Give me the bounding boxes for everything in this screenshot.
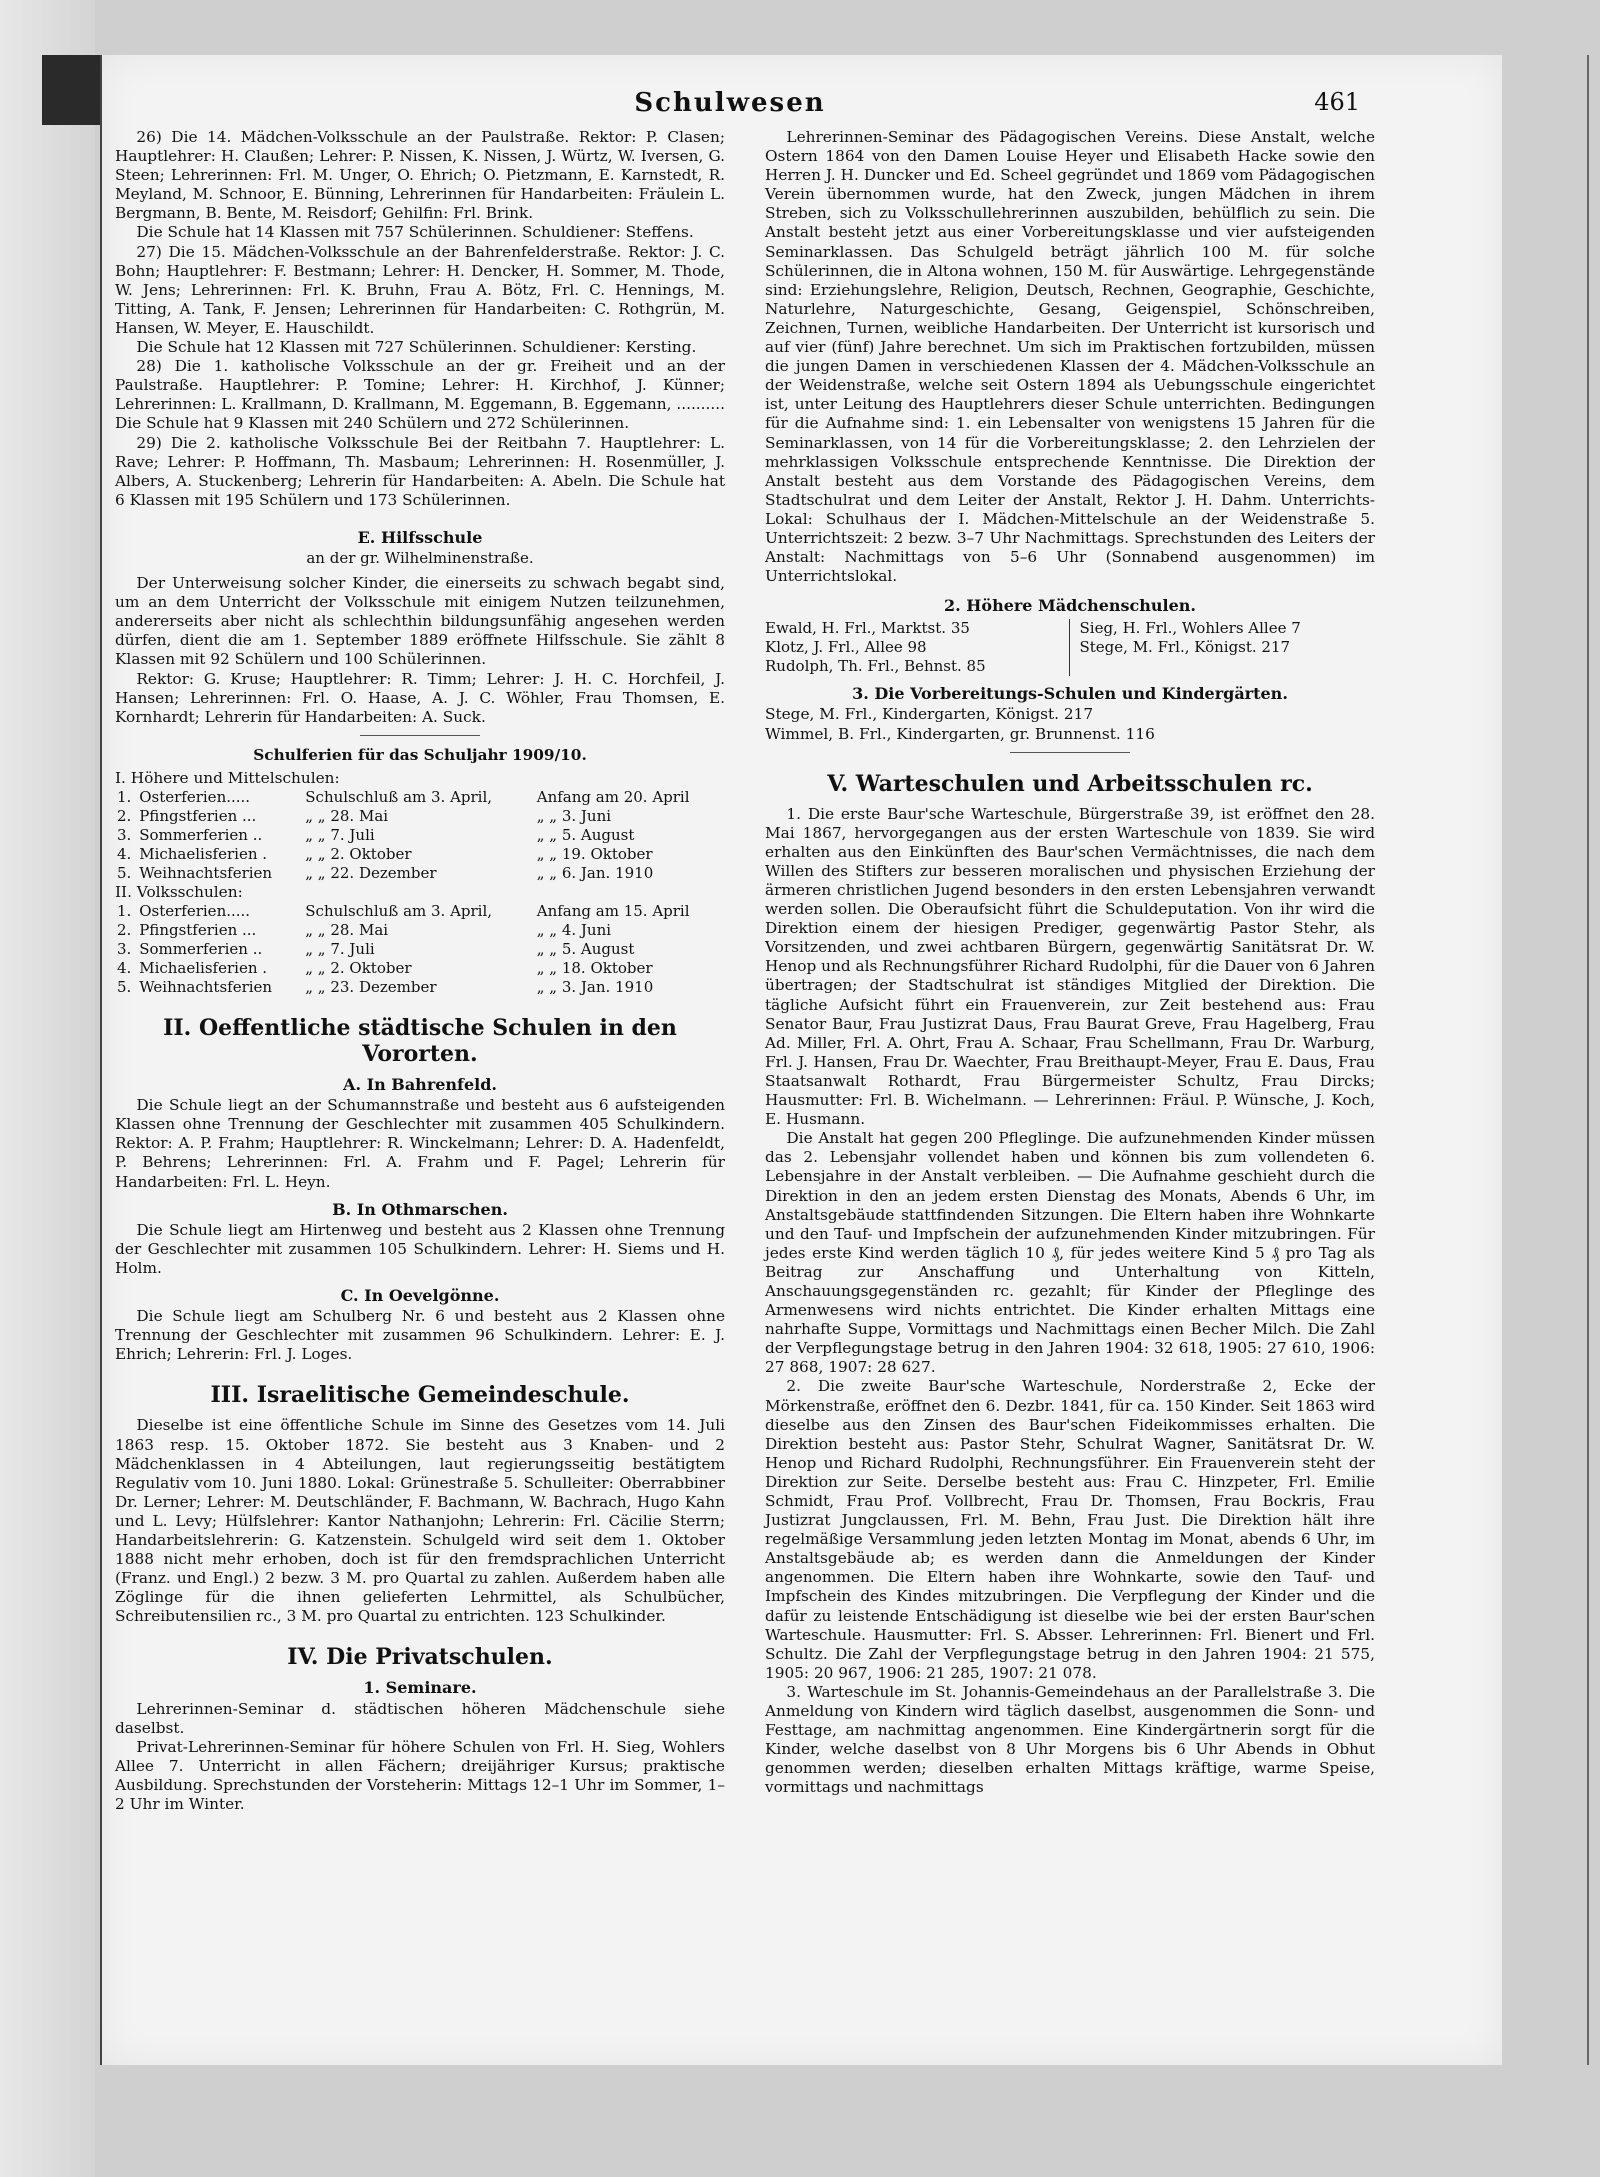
right-column [765, 128, 1375, 1798]
section-title: IV. Die Privatschulen. [287, 1644, 553, 1671]
address-line: Wimmel, B. Frl., Kindergarten, gr. Brunnenst. 116 [765, 724, 1155, 743]
holiday-cell: Osterferien..... [139, 788, 251, 806]
holiday-cell: 5. [117, 864, 132, 882]
holiday-cell: Weihnachtsferien [139, 864, 273, 882]
paragraph: Dieselbe ist eine öffentliche Schule im Sinne des Gesetzes vom 14. Juli 1863 resp. 15. Oktober 1872. Sie besteht aus 3 Knaben- und 2 Mädchenklassen in 4 Abteilungen, laut regierungsseitig bestätigtem Regulativ vom 10. Juni 1880. Lokal: Grünestraße 5. Schulleiter: Oberrabbiner Dr. Lerner; Lehrer: M. Deutschländer, F. Bachmann, W. Bachrach, Hugo Kahn und L. Levy; Hülfslehrer: Kantor Nathanjohn; Lehrerin: Frl. Cäcilie Sterrn; Handarbeitslehrerin: G. Katzenstein. Schulgeld wird seit dem 1. Oktober 1888 nicht mehr erhoben, doch ist für den fremdsprachlichen Unterricht (Franz. und Engl.) 2 bezw. 3 M. pro Quartal zu zahlen. Außerdem haben alle Zöglinge für die ihnen gelieferten Lehrmittel, als Schulbücher, Schreibutensilien rc., 3 M. pro Quartal zu entrichten. 123 Schulkinder. [115, 1416, 725, 1626]
paragraph: Die Schule liegt am Schulberg Nr. 6 und besteht aus 2 Klassen ohne Trennung der Geschlechter mit zusammen 96 Schulkindern. Lehrer: E. J. Ehrich; Lehrerin: Frl. J. Loges. [115, 1307, 725, 1364]
divider [360, 735, 480, 736]
holiday-cell: Schulschluß am 3. April, [305, 902, 493, 921]
section-title: III. Israelitische Gemeindeschule. [210, 1382, 630, 1409]
holiday-cell: „ „ 7. Juli [305, 940, 375, 959]
divider [1010, 752, 1130, 753]
paragraph: Rektor: G. Kruse; Hauptlehrer: R. Timm; Lehrer: J. H. C. Horchfeil, J. Hansen; Lehrerinnen: Frl. O. Haase, A. J. C. Wöhler, Frau Thomsen, E. Kornhardt; Lehrerin für Handarbeiten: A. Suck. [115, 669, 725, 726]
paragraph: Die Anstalt hat gegen 200 Pfleglinge. Die aufzunehmenden Kinder müssen das 2. Lebensjahr vollendet haben und können bis zum vollendeten 6. Lebensjahre in der Anstalt verbleiben. — Die Aufnahme geschieht durch die Direktion in den an jedem ersten Dienstag des Monats, Abends 6 Uhr, im Anstaltsgebäude stattfindenden Sitzungen. Die Eltern haben ihre Wohnkarte und den Tauf- und Impfschein der aufzunehmenden Kinder mitzubringen. Für jedes erste Kind werden täglich 10 ₰, für jedes weitere Kind 5 ₰ pro Tag als Beitrag zur Anschaffung und Unterhaltung von Kitteln, Anschauungsgegenständen rc. gezahlt; für Kinder der Pfleglinge des Armenwesens wird nichts entrichtet. Die Kinder erhalten Mittags eine nahrhafte Suppe, Vormittags und Nachmittags einen Becher Milch. Die Zahl der Verpflegungstage betrug in den Jahren 1904: 32 618, 1905: 27 610, 1906: 27 868, 1907: 28 627. [765, 1129, 1375, 1377]
section-heading: A. In Bahrenfeld. [343, 1075, 497, 1095]
address-column [1070, 619, 1376, 676]
holiday-cell: 1. [117, 788, 132, 806]
paragraph: Die Schule hat 14 Klassen mit 757 Schülerinnen. Schuldiener: Steffens. [136, 223, 694, 242]
holiday-row [115, 807, 725, 826]
holiday-cell: 1. [117, 902, 132, 921]
paragraph: 26) Die 14. Mädchen-Volksschule an der Paulstraße. Rektor: P. Clasen; Hauptlehrer: H. Claußen; Lehrer: P. Nissen, K. Nissen, J. Würtz, W. Iversen, G. Steen; Lehrerinnen: Frl. M. Unger, O. Ehrich; O. Pietzmann, E. Karnstedt, R. Meyland, M. Schnoor, E. Bünning, Lehrerinnen für Handarbeiten: Fräulein L. Bergmann, B. Bente, M. Reisdorf; Gehilfin: Frl. Brink. [115, 128, 725, 223]
holiday-cell: „ „ 28. Mai [305, 807, 389, 825]
running-head: Schulwesen [634, 88, 826, 118]
holiday-cell: „ „ 2. Oktober [305, 845, 412, 863]
address-list [765, 705, 1375, 743]
holiday-cell: 4. [117, 845, 132, 863]
holiday-row [115, 959, 725, 978]
holiday-cell: Anfang am 15. April [536, 902, 690, 921]
paragraph: Lehrerinnen-Seminar des Pädagogischen Vereins. Diese Anstalt, welche Ostern 1864 von den Damen Louise Heyer und Elisabeth Hacke sowie den Herren J. H. Duncker und Ed. Scheel gegründet und 1869 vom Pädagogischen Verein übernommen wurde, hat den Zweck, jungen Mädchen in ihrem Streben, sich zu Volksschullehrerinnen auszubilden, behülflich zu sein. Die Anstalt besteht jetzt aus einer Vorbereitungsklasse und vier aufsteigenden Seminarklassen. Das Schulgeld beträgt jährlich 100 M. für solche Schülerinnen, die in Altona wohnen, 150 M. für Auswärtige. Lehrgegenstände sind: Erziehungslehre, Religion, Deutsch, Rechnen, Geographie, Geschichte, Naturlehre, Naturgeschichte, Gesang, Geigenspiel, Schönschreiben, Zeichnen, Turnen, weibliche Handarbeiten. Der Unterricht ist kursorisch und auf vier (fünf) Jahre berechnet. Um sich im Praktischen fortzubilden, müssen die jungen Damen in verschiedenen Klassen der 4. Mädchen-Volksschule an der Weidenstraße, welche seit Ostern 1894 als Uebungsschule eingerichtet ist, unter Leitung des Hauptlehrers dieser Schule unterrichten. Bedingungen für die Aufnahme sind: 1. ein Lebensalter von wenigstens 15 Jahren für die Seminarklassen, von 14 für die Vorbereitungsklasse; 2. den Lehrzielen der mehrklassigen Volksschule entsprechende Kenntnisse. Die Direktion der Anstalt besteht aus dem Vorstande des Pädagogischen Vereins, dem Stadtschulrat und dem Leiter der Anstalt, Rektor J. H. Dahm. Unterrichts-Lokal: Schulhaus der I. Mädchen-Mittelschule an der Weidenstraße 5. Unterrichtszeit: 2 bezw. 3–7 Uhr Nachmittags. Sprechstunden des Leiters der Anstalt: Nachmittags von 5–6 Uhr (Sonnabend ausgenommen) im Unterrichtslokal. [765, 128, 1375, 586]
holiday-cell: „ „ 7. Juli [305, 826, 375, 844]
paragraph: Lehrerinnen-Seminar d. städtischen höheren Mädchenschule siehe daselbst. [115, 1699, 725, 1737]
holiday-cell: Osterferien..... [139, 902, 251, 921]
address-line: Rudolph, Th. Frl., Behnst. 85 [765, 657, 986, 676]
holiday-cell: Pfingstferien ... [139, 807, 257, 825]
section-heading: 3. Die Vorbereitungs-Schulen und Kindergärten. [852, 684, 1288, 704]
holiday-cell: „ „ 2. Oktober [305, 959, 412, 978]
paragraph: Die Schule liegt an der Schumannstraße und besteht aus 6 aufsteigenden Klassen ohne Trennung der Geschlechter mit zusammen 405 Schulkindern. Rektor: A. P. Frahm; Hauptlehrer: R. Winckelmann; Lehrer: D. A. Hadenfeldt, P. Behrens; Lehrerinnen: Frl. A. Frahm und F. Pagel; Lehrerin für Handarbeiten: Frl. L. Heyn. [115, 1096, 725, 1191]
holiday-cell: Anfang am 20. April [536, 788, 690, 806]
holiday-row [115, 788, 725, 807]
section-title: V. Warteschulen und Arbeitsschulen rc. [827, 770, 1313, 797]
paragraph: 2. Die zweite Baur'sche Warteschule, Norderstraße 2, Ecke der Mörkenstraße, eröffnet den 6. Dezbr. 1841, für ca. 150 Kinder. Seit 1863 wird dieselbe aus den Zinsen des Baur'schen Fideikommisses erhalten. Die Direktion besteht aus: Pastor Stehr, Schulrat Wagner, Sanitätsrat Dr. W. Henop und Richard Rudolphi, Rechnungsführer. Ein Frauenverein steht der Direktion zur Seite. Derselbe besteht aus: Frau C. Hinzpeter, Frl. Emilie Schmidt, Frau Prof. Vollbrecht, Frau Dr. Thomsen, Frau Bockris, Frau Justizrat Jungclaussen, Frl. M. Behn, Frau Just. Die Direktion hält ihre regelmäßige Versammlung jeden letzten Montag im Monat, abends 6 Uhr, im Anstaltsgebäude ab; es werden dann die Anmeldungen der Kinder angenommen. Die Eltern haben ihre Wohnkarte, sowie den Tauf- und Impfschein des Kindes mitzubringen. Die Verpflegung der Kinder und die dafür zu leistende Entschädigung ist dieselbe wie bei der ersten Baur'schen Warteschule. Hausmutter: Frl. S. Absser. Lehrerinnen: Frl. Bienert und Frl. Schultz. Die Zahl der Verpflegungstage betrug in den Jahren 1904: 21 575, 1905: 20 967, 1906: 21 285, 1907: 21 078. [765, 1377, 1375, 1682]
holiday-cell: „ „ 22. Dezember [305, 864, 437, 882]
holiday-cell: „ „ 19. Oktober [536, 845, 653, 863]
scan-background [0, 0, 95, 2177]
paragraph: Der Unterweisung solcher Kinder, die einerseits zu schwach begabt sind, um an dem Unterricht der Volksschule mit einigem Nutzen teilzunehmen, andererseits aber nicht als schlechthin bildungsunfähig angesehen werden dürfen, dient die am 1. September 1889 eröffnete Hilfsschule. Sie zählt 8 Klassen mit 92 Schülern und 100 Schülerinnen. [115, 574, 725, 669]
address-line: Klotz, J. Frl., Allee 98 [765, 638, 927, 657]
section-heading: 2. Höhere Mädchenschulen. [944, 596, 1196, 616]
paragraph: 27) Die 15. Mädchen-Volksschule an der Bahrenfelderstraße. Rektor: J. C. Bohn; Hauptlehrer: F. Bestmann; Lehrer: H. Dencker, H. Sommer, M. Thode, W. Jens; Lehrerinnen: Frl. K. Bruhn, Frau A. Bötz, Frl. C. Hennings, M. Titting, A. Tank, F. Jensen; Lehrerinnen für Handarbeiten: C. Rothgrün, M. Hansen, W. Meyer, E. Hauschildt. [115, 242, 725, 337]
holidays-table-elementary-schools [115, 902, 725, 997]
section-heading: C. In Oevelgönne. [340, 1286, 500, 1306]
holiday-cell: Michaelisferien . [139, 959, 268, 978]
holiday-cell: Pfingstferien ... [139, 921, 257, 940]
holiday-cell: „ „ 6. Jan. 1910 [536, 864, 654, 882]
holiday-cell: „ „ 3. Juni [536, 807, 612, 825]
paragraph: Die Schule liegt am Hirtenweg und besteht aus 2 Klassen ohne Trennung der Geschlechter mit zusammen 105 Schulkindern. Lehrer: H. Siems und H. Holm. [115, 1220, 725, 1277]
holiday-cell: 3. [117, 826, 132, 844]
section-title: II. Oeffentliche städtische Schulen in den Vororten. [163, 1015, 677, 1068]
holiday-row [115, 845, 725, 864]
holiday-row [115, 940, 725, 959]
section-heading: 1. Seminare. [363, 1678, 477, 1698]
holiday-cell: Sommerferien .. [139, 940, 263, 959]
holiday-row [115, 902, 725, 921]
holiday-cell: „ „ 28. Mai [305, 921, 389, 940]
paragraph: 3. Warteschule im St. Johannis-Gemeindehaus an der Parallelstraße 3. Die Anmeldung von Kindern wird täglich daselbst, ausgenommen die Sonn- und Festtage, am nachmittag angenommen. Eine Kindergärtnerin sorgt für die Kinder, welche daselbst von 8 Uhr Morgens bis 6 Uhr Abends in Obhut genommen werden; dieselben erhalten Mittags kräftige, warme Speise, vormittags und nachmittags [765, 1682, 1375, 1797]
page-edge-line [1587, 55, 1589, 2065]
holiday-row [115, 864, 725, 883]
holiday-cell: „ „ 5. August [536, 940, 635, 959]
section-heading: B. In Othmarschen. [332, 1199, 508, 1219]
holiday-row [115, 826, 725, 845]
holiday-cell: 2. [117, 807, 132, 825]
holiday-cell: Weihnachtsferien [139, 978, 273, 997]
section-heading: E. Hilfsschule [357, 527, 483, 547]
address-line: Stege, M. Frl., Königst. 217 [1079, 638, 1291, 657]
paragraph: 1. Die erste Baur'sche Warteschule, Bürgerstraße 39, ist eröffnet den 28. Mai 1867, hervorgegangen aus der ersten Warteschule von 1839. Sie wird erhalten aus den Einkünften des Baur'schen Vermächtnisses, die nach dem Willen des Stifters zur besseren moralischen und physischen Erziehung der ärmeren christlichen Jugend besonders in den ersten Lebensjahren verwandt werden sollen. Die Oberaufsicht führt die Schuldeputation. Von ihr wird die Direktion einem der hiesigen Prediger, gegenwärtig Pastor Stehr, als Vorsitzenden, und zwei achtbaren Bürgern, gegenwärtig Sanitätsrat Dr. W. Henop und als Rechnungsführer Richard Rudolphi, für die Dauer von 6 Jahren übertragen; der Stadtschulrat ist ständiges Mitglied der Direktion. Die tägliche Aufsicht führt ein Frauenverein, zur Zeit bestehend aus: Frau Senator Baur, Frau Justizrat Daus, Frau Baurat Greve, Frau Hagelberg, Frau Ad. Miller, Frl. A. Ohrt, Frau A. Schaar, Frau Schellmann, Frau Dr. Warburg, Frl. J. Hansen, Frau Dr. Waechter, Frau Breithaupt-Meyer, Frau E. Daus, Frau Staatsanwalt Rothardt, Frau Bürgermeister Schultz, Frau Dircks; Hausmutter: Frl. B. Wichelmann. — Lehrerinnen: Fräul. P. Wünsche, J. Koch, E. Husmann. [765, 804, 1375, 1129]
holidays-title: Schulferien für das Schuljahr 1909/10. [253, 745, 587, 764]
holiday-cell: „ „ 18. Oktober [536, 959, 653, 978]
left-column [115, 128, 725, 1814]
holiday-cell: Sommerferien .. [139, 826, 263, 844]
address-line: Stege, M. Frl., Kindergarten, Königst. 217 [765, 705, 1094, 724]
section-subheading: an der gr. Wilhelminenstraße. [306, 548, 534, 567]
holiday-cell: Schulschluß am 3. April, [305, 788, 493, 806]
holiday-cell: „ „ 3. Jan. 1910 [536, 978, 654, 997]
address-line: Ewald, H. Frl., Marktst. 35 [765, 619, 970, 638]
holiday-cell: „ „ 4. Juni [536, 921, 612, 940]
paragraph: 29) Die 2. katholische Volksschule Bei der Reitbahn 7. Hauptlehrer: L. Rave; Lehrer: P. Hoffmann, Th. Masbaum; Lehrerinnen: H. Rosenmüller, J. Albers, A. Stuckenberg; Lehrerin für Handarbeiten: A. Abeln. Die Schule hat 6 Klassen mit 195 Schülern und 173 Schülerinnen. [115, 433, 725, 509]
holiday-cell: 4. [117, 959, 132, 978]
holiday-row [115, 978, 725, 997]
holidays-group-heading: I. Höhere und Mittelschulen: [115, 768, 340, 787]
paragraph: Die Schule hat 12 Klassen mit 727 Schülerinnen. Schuldiener: Kersting. [136, 338, 697, 357]
address-list [765, 619, 1375, 676]
holiday-cell: Michaelisferien . [139, 845, 268, 863]
holiday-cell: 3. [117, 940, 132, 959]
holidays-table-higher-schools [115, 788, 725, 883]
paragraph: 28) Die 1. katholische Volksschule an der gr. Freiheit und an der Paulstraße. Hauptlehrer: P. Tomine; Lehrer: H. Kirchhof, J. Künner; Lehrerinnen: L. Krallmann, D. Krallmann, M. Eggemann, B. Eggemann, .......... Die Schule hat 9 Klassen mit 240 Schülern und 272 Schülerinnen. [115, 357, 725, 433]
holiday-cell: 2. [117, 921, 132, 940]
paragraph: Privat-Lehrerinnen-Seminar für höhere Schulen von Frl. H. Sieg, Wohlers Allee 7. Unterricht in allen Fächern; dreijähriger Kursus; praktische Ausbildung. Sprechstunden der Vorsteherin: Mittags 12–1 Uhr im Sommer, 1–2 Uhr im Winter. [115, 1737, 725, 1813]
holiday-cell: „ „ 5. August [536, 826, 635, 844]
address-line: Sieg, H. Frl., Wohlers Allee 7 [1079, 619, 1301, 638]
holidays-group-heading: II. Volksschulen: [115, 883, 243, 901]
holiday-row [115, 921, 725, 940]
page-header [60, 88, 1400, 128]
holiday-cell: „ „ 23. Dezember [305, 978, 437, 997]
page-number: 461 [1314, 88, 1360, 116]
holiday-cell: 5. [117, 978, 132, 997]
address-column [765, 619, 1070, 676]
